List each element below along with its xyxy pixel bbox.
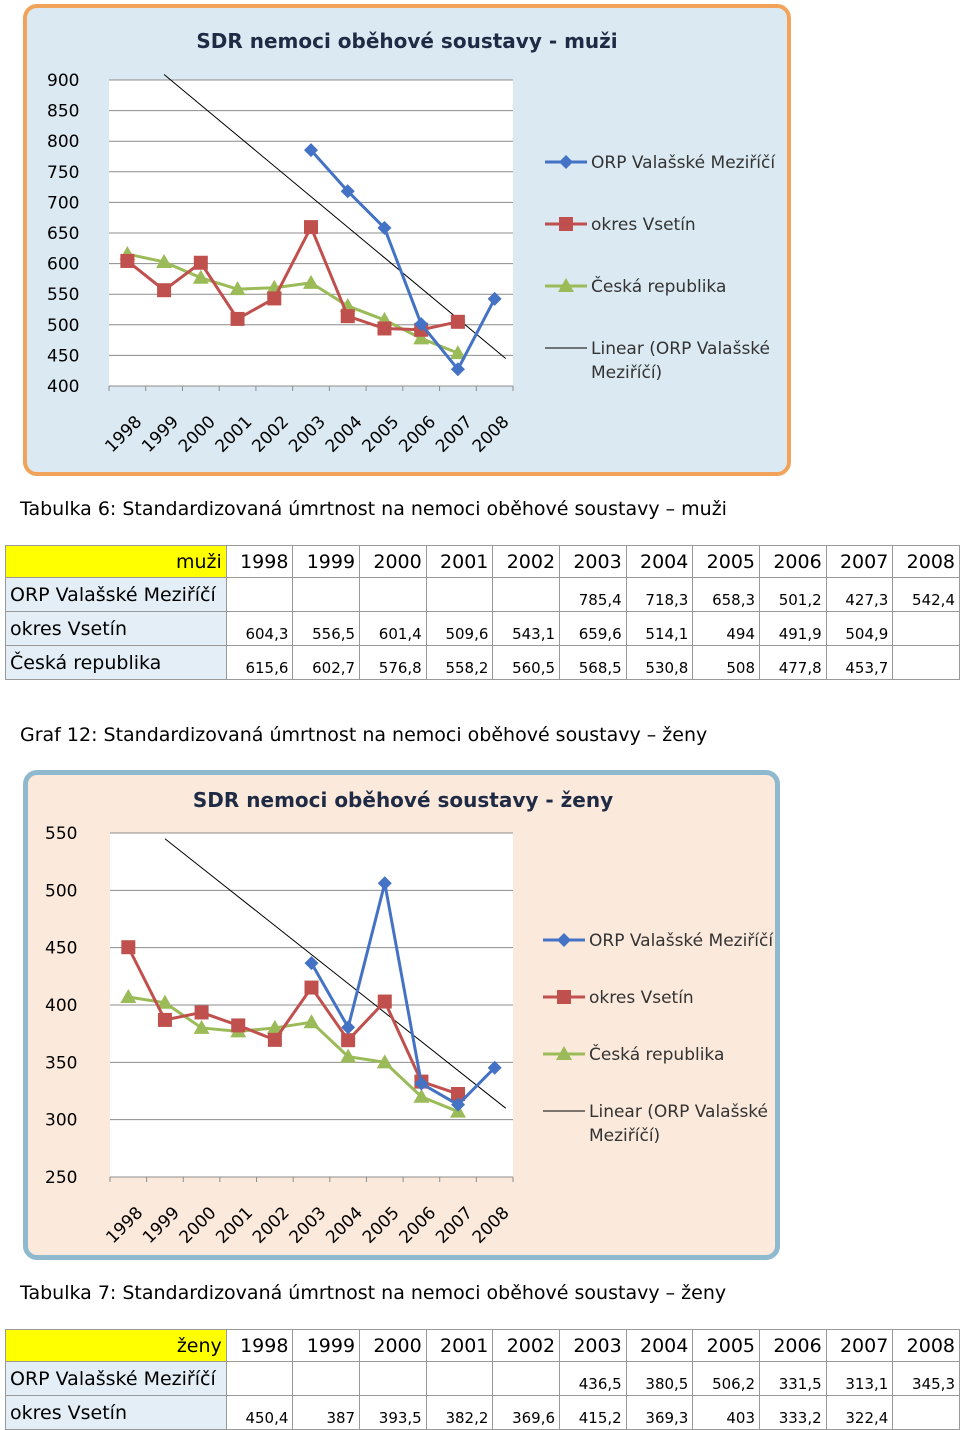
table6-cell: 494 [693, 612, 760, 646]
y-tick-label: 750 [47, 162, 80, 183]
data-point [341, 309, 355, 323]
table7-cell: 2000 [360, 1330, 427, 1362]
table6-cell: 2007 [826, 546, 893, 578]
data-point [378, 995, 392, 1009]
y-tick-label: 400 [45, 996, 78, 1016]
x-tick-label: 2004 [322, 1203, 367, 1248]
table6-cell: 542,4 [893, 578, 960, 612]
table7-cell: 380,5 [626, 1362, 693, 1396]
table7-cell: 369,3 [626, 1396, 693, 1430]
table7-cell: 1999 [293, 1330, 360, 1362]
legend-item [543, 988, 694, 1008]
table7-row-label: ženy [6, 1330, 227, 1362]
table6-cell [226, 578, 293, 612]
table6-cell: 427,3 [826, 578, 893, 612]
table6-cell: 2003 [560, 546, 627, 578]
x-tick-label: 2003 [285, 1203, 331, 1248]
y-tick-label: 700 [47, 193, 80, 214]
data-point [157, 283, 171, 297]
data-point [194, 256, 208, 270]
legend-item [545, 339, 770, 383]
table6-row-label: muži [6, 546, 227, 578]
x-tick-label: 2002 [248, 412, 294, 457]
data-point [304, 220, 318, 234]
y-tick-label: 550 [47, 285, 80, 306]
data-point [231, 1018, 245, 1032]
legend-item [543, 1102, 768, 1146]
table7-cell: 2001 [426, 1330, 493, 1362]
table7-cell: 393,5 [360, 1396, 427, 1430]
table6-row [6, 646, 960, 680]
table7-cell [426, 1362, 493, 1396]
table7-cell [226, 1362, 293, 1396]
x-tick-label: 2005 [358, 412, 404, 457]
legend-label: Meziříčí) [589, 1126, 661, 1146]
table7-cell: 450,4 [226, 1396, 293, 1430]
table6-cell [426, 578, 493, 612]
table-zeny [5, 1329, 960, 1430]
legend-item [545, 215, 696, 235]
legend-item [543, 931, 774, 951]
legend-item [545, 275, 726, 297]
y-tick-label: 500 [47, 315, 80, 336]
table6-row-label: okres Vsetín [6, 612, 227, 646]
table7-cell [293, 1362, 360, 1396]
table6-cell: 568,5 [560, 646, 627, 680]
table7-cell [360, 1362, 427, 1396]
table6-cell: 501,2 [760, 578, 827, 612]
table6-cell: 556,5 [293, 612, 360, 646]
table7-cell [893, 1396, 960, 1430]
table6-cell: 615,6 [226, 646, 293, 680]
table7-cell: 2008 [893, 1330, 960, 1362]
table7-cell: 1998 [226, 1330, 293, 1362]
table7-cell: 2007 [826, 1330, 893, 1362]
y-tick-label: 550 [45, 824, 78, 844]
table7-cell: 2002 [493, 1330, 560, 1362]
x-tick-label: 2005 [358, 1203, 404, 1248]
x-tick-label: 2007 [432, 1203, 477, 1248]
table6-cell [293, 578, 360, 612]
y-tick-label: 800 [47, 132, 80, 153]
y-tick-label: 850 [47, 101, 80, 122]
table6-cell: 2000 [360, 546, 427, 578]
data-point [451, 315, 465, 329]
y-tick-label: 650 [47, 224, 80, 244]
chart-muzi [27, 8, 787, 472]
data-point [268, 1033, 282, 1047]
table7-row [6, 1362, 960, 1396]
chart-muzi-frame [23, 4, 791, 476]
y-tick-label: 400 [47, 377, 80, 397]
legend-item [543, 1043, 724, 1065]
table6-header-row [6, 546, 960, 578]
table7-cell: 415,2 [560, 1396, 627, 1430]
table6-cell: 718,3 [626, 578, 693, 612]
table6-cell: 659,6 [560, 612, 627, 646]
table6-cell: 785,4 [560, 578, 627, 612]
table-muzi [5, 545, 960, 680]
x-tick-label: 1998 [102, 1203, 148, 1248]
legend-label: ORP Valašské Meziříčí [591, 153, 776, 173]
legend-label: okres Vsetín [589, 988, 694, 1008]
x-tick-label: 2000 [175, 1203, 221, 1248]
x-tick-label: 2003 [285, 412, 330, 457]
data-point [377, 321, 391, 335]
table7-cell [493, 1362, 560, 1396]
table6-caption: Tabulka 6: Standardizovaná úmrtnost na nemoci oběhové soustavy – muži [20, 498, 727, 520]
x-tick-label: 1999 [139, 1203, 184, 1248]
table6-cell: 508 [693, 646, 760, 680]
y-tick-label: 900 [47, 71, 80, 91]
table6-cell [493, 578, 560, 612]
data-point [121, 940, 135, 954]
table7-cell: 2004 [626, 1330, 693, 1362]
data-point [559, 217, 573, 231]
y-tick-label: 500 [45, 881, 78, 902]
x-tick-label: 2007 [432, 412, 477, 457]
graph12-caption: Graf 12: Standardizovaná úmrtnost na nemoci oběhové soustavy – ženy [20, 724, 708, 746]
table6-cell: 2002 [493, 546, 560, 578]
table6-cell: 530,8 [626, 646, 693, 680]
table6-cell: 1999 [293, 546, 360, 578]
table6-row [6, 578, 960, 612]
table7-row [6, 1396, 960, 1430]
table6-cell [360, 578, 427, 612]
table7-cell: 506,2 [693, 1362, 760, 1396]
table7-cell: 2003 [560, 1330, 627, 1362]
table6-cell: 2004 [626, 546, 693, 578]
table7-cell: 331,5 [760, 1362, 827, 1396]
x-tick-label: 2008 [468, 1203, 514, 1248]
table7-cell: 322,4 [826, 1396, 893, 1430]
table7-cell: 403 [693, 1396, 760, 1430]
table7-cell: 2006 [760, 1330, 827, 1362]
legend-label: Linear (ORP Valašské [591, 339, 770, 359]
data-point [267, 291, 281, 305]
y-tick-label: 450 [47, 346, 80, 367]
data-point [195, 1005, 209, 1019]
x-tick-label: 2004 [321, 412, 367, 457]
table7-caption: Tabulka 7: Standardizovaná úmrtnost na nemoci oběhové soustavy – ženy [20, 1282, 727, 1304]
x-tick-label: 2008 [468, 412, 514, 457]
data-point [557, 990, 571, 1004]
table6-cell: 2005 [693, 546, 760, 578]
legend-label: Linear (ORP Valašské [589, 1102, 768, 1122]
data-point [231, 312, 245, 326]
table6-cell: 2008 [893, 546, 960, 578]
table7-header-row [6, 1330, 960, 1362]
table6-row-label: Česká republika [6, 646, 227, 680]
x-tick-label: 2002 [248, 1203, 294, 1248]
table6-cell: 477,8 [760, 646, 827, 680]
legend-label: ORP Valašské Meziříčí [589, 931, 774, 951]
x-tick-label: 2006 [395, 412, 441, 457]
table7-cell: 333,2 [760, 1396, 827, 1430]
x-tick-label: 2006 [395, 1203, 441, 1248]
data-point [559, 155, 573, 169]
table6-cell: 453,7 [826, 646, 893, 680]
table6-cell: 601,4 [360, 612, 427, 646]
table6-cell: 2001 [426, 546, 493, 578]
table6-cell: 604,3 [226, 612, 293, 646]
table6-cell: 602,7 [293, 646, 360, 680]
legend-label: Česká republika [589, 1045, 725, 1065]
table6-row-label: ORP Valašské Meziříčí [6, 578, 227, 612]
table7-cell: 313,1 [826, 1362, 893, 1396]
chart-zeny-frame [23, 770, 780, 1260]
y-tick-label: 250 [45, 1168, 78, 1188]
x-tick-label: 2001 [211, 412, 257, 457]
y-tick-label: 300 [45, 1110, 78, 1131]
legend-label: Meziříčí) [591, 363, 663, 383]
data-point [120, 254, 134, 268]
table6-row [6, 612, 960, 646]
table6-cell: 576,8 [360, 646, 427, 680]
table6-cell: 504,9 [826, 612, 893, 646]
legend-label: okres Vsetín [591, 215, 696, 235]
table6-cell: 1998 [226, 546, 293, 578]
table6-cell: 509,6 [426, 612, 493, 646]
chart-title: SDR nemoci oběhové soustavy - muži [196, 29, 618, 53]
table7-cell: 387 [293, 1396, 360, 1430]
x-tick-label: 2000 [174, 412, 220, 457]
data-point [305, 981, 319, 995]
y-tick-label: 600 [47, 254, 80, 275]
x-tick-label: 2001 [212, 1203, 258, 1248]
table6-cell: 543,1 [493, 612, 560, 646]
chart-zeny [28, 775, 775, 1255]
table6-cell: 558,2 [426, 646, 493, 680]
table7-cell: 382,2 [426, 1396, 493, 1430]
legend-label: Česká republika [591, 277, 727, 297]
table7-row-label: okres Vsetín [6, 1396, 227, 1430]
data-point [341, 1033, 355, 1047]
data-point [158, 1013, 172, 1027]
table6-cell: 514,1 [626, 612, 693, 646]
table7-cell: 436,5 [560, 1362, 627, 1396]
chart-title: SDR nemoci oběhové soustavy - ženy [192, 788, 614, 812]
table6-cell: 2006 [760, 546, 827, 578]
table7-cell: 2005 [693, 1330, 760, 1362]
data-point [557, 933, 571, 947]
table6-cell: 560,5 [493, 646, 560, 680]
y-tick-label: 450 [45, 938, 78, 959]
x-tick-label: 1999 [138, 412, 183, 457]
y-tick-label: 350 [45, 1053, 78, 1074]
table6-cell [893, 646, 960, 680]
table7-cell: 369,6 [493, 1396, 560, 1430]
table6-cell: 491,9 [760, 612, 827, 646]
table7-row-label: ORP Valašské Meziříčí [6, 1362, 227, 1396]
legend-item [545, 153, 776, 173]
x-tick-label: 1998 [101, 412, 147, 457]
table6-cell: 658,3 [693, 578, 760, 612]
table7-cell: 345,3 [893, 1362, 960, 1396]
table6-cell [893, 612, 960, 646]
